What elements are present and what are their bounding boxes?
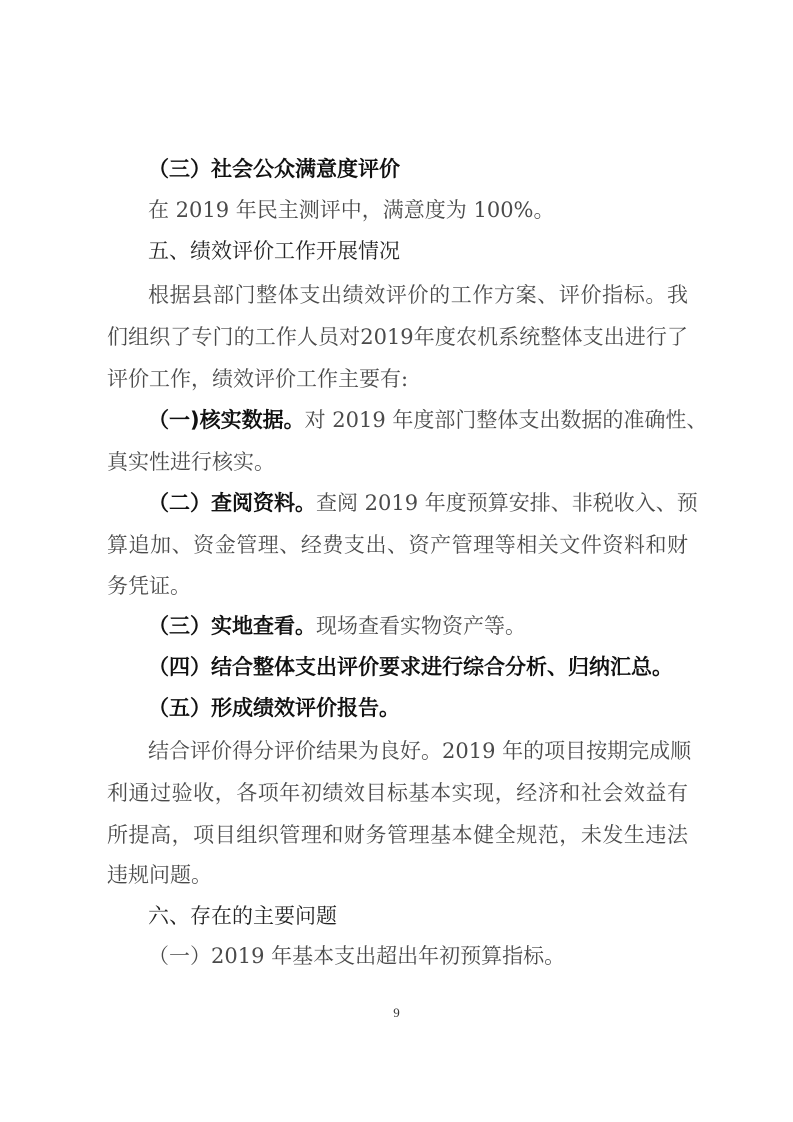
item3-text: 现场查看实物资产等。 [316,614,526,638]
page-number: 9 [393,1005,400,1020]
item1-line1 [148,408,707,432]
issue1-text: （一）2019 年基本支出超出年初预算指标。 [148,944,566,968]
para2-line1: 结合评价得分评价结果为良好。2019 年的项目按期完成顺 [148,739,692,763]
item4-line1: （四）结合整体支出评价要求进行综合分析、归纳汇总。 [148,655,673,679]
item2-line2: 算追加、资金管理、经费支出、资产管理等相关文件资料和财 [107,533,688,557]
para2-line2: 利通过验收，各项年初绩效目标基本实现，经济和社会效益有 [107,781,688,805]
satisfaction-text: 在 2019 年民主测评中，满意度为 100%。 [148,198,555,222]
para1-line2: 们组织了专门的工作人员对2019年度农机系统整体支出进行了 [107,325,688,349]
para1-line3: 评价工作，绩效评价工作主要有: [107,367,409,391]
item3-bold: （三）实地查看。 [148,614,316,638]
item1-text: 对 2019 年度部门整体支出数据的准确性、 [304,408,708,432]
item5-line1: （五）形成绩效评价报告。 [148,696,400,720]
item2-bold: （二）查阅资料。 [148,491,316,515]
para2-line4: 违规问题。 [107,863,212,887]
section-five-heading: 五、绩效评价工作开展情况 [148,239,400,263]
para2-line3: 所提高，项目组织管理和财务管理基本健全规范，未发生违法 [107,823,688,847]
item2-line1 [148,491,698,515]
item1-line2: 真实性进行核实。 [107,450,275,474]
item2-line3: 务凭证。 [107,574,191,598]
item2-text: 查阅 2019 年度预算安排、非税收入、预 [316,491,698,515]
section-three-social-heading: （三）社会公众满意度评价 [148,157,400,181]
para1-line1: 根据县部门整体支出绩效评价的工作方案、评价指标。我 [148,283,688,307]
item1-bold: （一)核实数据。 [148,408,305,432]
item3-line1 [148,614,526,638]
section-six-heading: 六、存在的主要问题 [148,904,337,928]
